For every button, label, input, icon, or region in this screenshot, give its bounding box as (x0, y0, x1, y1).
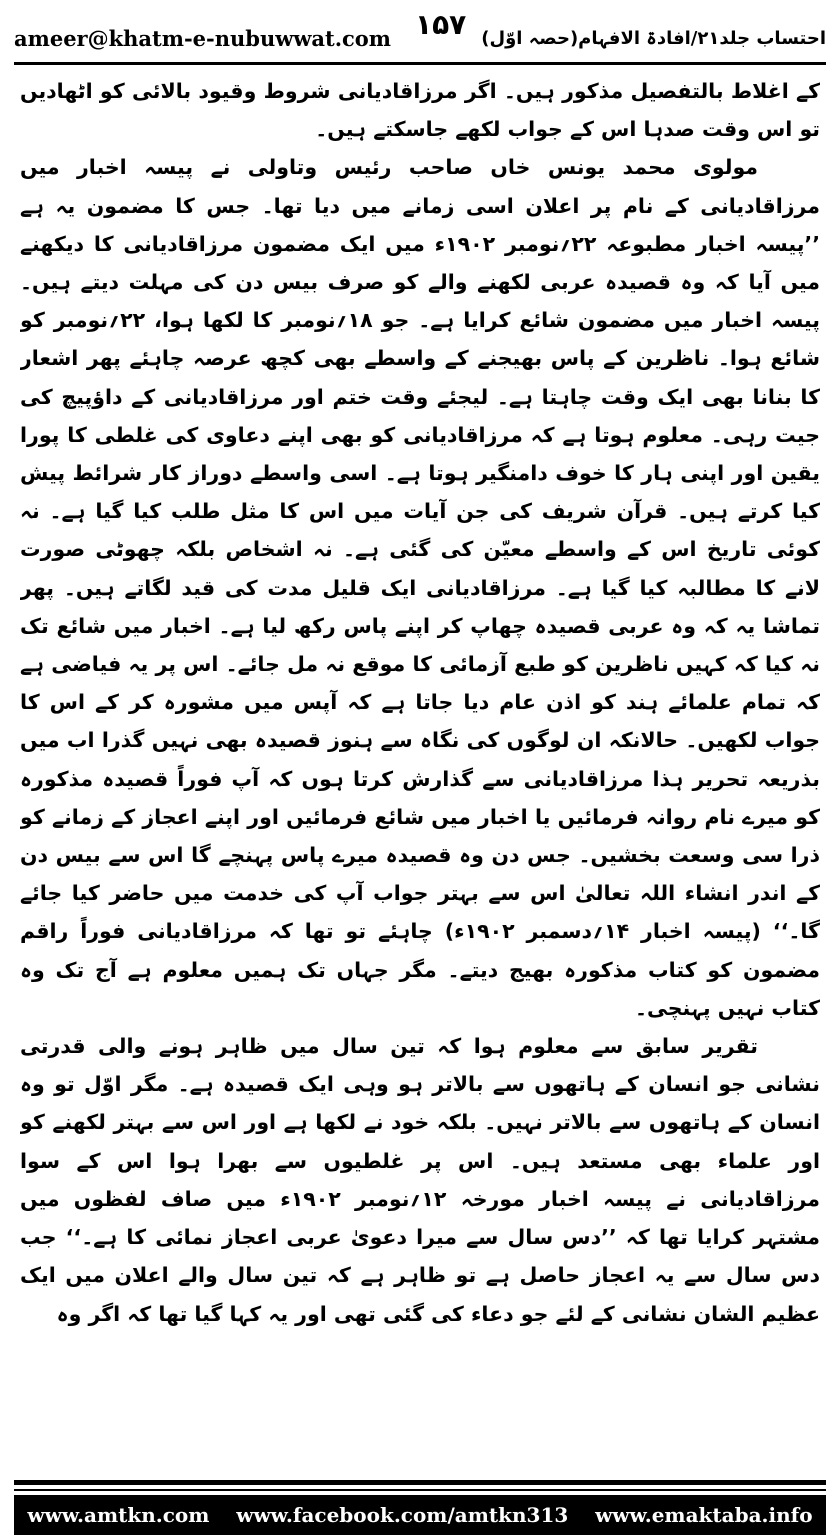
footer-link-amtkn[interactable]: www.amtkn.com (27, 1503, 210, 1527)
header-rule (14, 62, 826, 65)
page-footer (14, 1495, 826, 1535)
header-email: ameer@khatm-e-nubuwwat.com (14, 25, 392, 51)
footer-link-facebook[interactable]: www.facebook.com/amtkn313 (236, 1503, 569, 1527)
page-number: ۱۵۷ (415, 8, 467, 41)
paragraph-3: تقریر سابق سے معلوم ہوا کہ تین سال میں ظاہر ہونے والی قدرتی نشانی جو انسان کے ہاتھوں سے بالاتر ہو وہی ایک قصیدہ ہے۔ مگر اوّل تو وہ انسان کے ہاتھوں سے بالاتر نہیں۔ بلکہ خود نے لکھا ہے اور اس سے بہتر لکھنے کو اور علماء بھی مستعد ہیں۔ اس پر غلطیوں سے بھرا ہوا اس کے سوا مرزاقادیانی نے پیسہ اخبار مورخہ ۱۲؍نومبر ۱۹۰۲ء میں صاف لفظوں میں مشتہر کرایا تھا کہ ’’دس سال سے میرا دعویٰ عربی اعجاز نمائی کا ہے۔‘‘ جب دس سال سے یہ اعجاز حاصل ہے تو ظاہر ہے کہ تین سال والے اعلان میں ایک عظیم الشان نشانی کے لئے جو دعاء کی گئی تھی اور یہ کہا گیا تھا کہ اگر وہ (20, 1034, 820, 1326)
footer-link-emaktaba[interactable]: www.emaktaba.info (595, 1503, 813, 1527)
paragraph-2: مولوی محمد یونس خاں صاحب رئیس وتاولی نے پیسہ اخبار میں مرزاقادیانی کے نام پر اعلان اسی زمانے میں دیا تھا۔ جس کا مضمون یہ ہے ’’پیسہ اخبار مطبوعہ ۲۲؍نومبر ۱۹۰۲ء میں ایک مضمون مرزاقادیانی کا دیکھنے میں آیا کہ وہ قصیدہ عربی لکھنے والے کو صرف بیس دن کی مہلت دیتے ہیں۔ پیسہ اخبار میں مضمون شائع کرایا ہے۔ جو ۱۸؍نومبر کا لکھا ہوا، ۲۲؍نومبر کو شائع ہوا۔ ناظرین کے پاس بھیجنے کے واسطے بھی کچھ عرصہ چاہئے پھر اشعار کا بنانا بھی ایک وقت چاہتا ہے۔ لیجئے وقت ختم اور مرزاقادیانی کے داؤپیچ کی جیت رہی۔ معلوم ہوتا ہے کہ مرزاقادیانی کو بھی اپنے دعاوی کی غلطی کا پورا یقین اور اپنی ہار کا خوف دامنگیر ہوتا ہے۔ اسی واسطے دوراز کار شرائط پیش کیا کرتے ہیں۔ قرآن شریف کی جن آیات میں اس کا مثل طلب کیا گیا ہے۔ نہ کوئی تاریخ اس کے واسطے معیّن کی گئی ہے۔ نہ اشخاص بلکہ چھوٹی صورت لانے کا مطالبہ کیا گیا ہے۔ مرزاقادیانی ایک قلیل مدت کی قید لگاتے ہیں۔ پھر تماشا یہ کہ وہ عربی قصیدہ چھاپ کر اپنے پاس رکھ لیا ہے۔ اخبار میں شائع تک نہ کیا کہ کہیں ناظرین کو طبع آزمائی کا موقع نہ مل جائے۔ اس پر یہ فیاضی ہے کہ تمام علمائے ہند کو اذن عام دیا جاتا ہے کہ آپس میں مشورہ کر کے اس کا جواب لکھیں۔ حالانکہ ان لوگوں کی نگاہ سے ہنوز قصیدہ بھی نہیں گذرا اب میں بذریعہ تحریر ہذا مرزاقادیانی سے گذارش کرتا ہوں کہ آپ فوراً قصیدہ مذکورہ کو میرے نام روانہ فرمائیں یا اخبار میں شائع فرمائیں اور اپنے اعجاز کے زمانے کو ذرا سی وسعت بخشیں۔ جس دن وہ قصیدہ میرے پاس پہنچے گا اس سے بیس دن کے اندر انشاء اللہ تعالیٰ اس سے بہتر جواب آپ کی خدمت میں حاضر کیا جائے گا۔‘‘ (پیسہ اخبار ۱۴؍دسمبر ۱۹۰۲ء) چاہئے تو تھا کہ مرزاقادیانی فوراً راقم مضمون کو کتاب مذکورہ بھیج دیتے۔ مگر جہاں تک ہمیں معلوم ہے آج تک وہ کتاب نہیں پہنچی۔ (20, 155, 820, 1020)
page-body (20, 72, 820, 1444)
footer-rule-thin (14, 1489, 826, 1491)
running-title: احتساب جلد۲۱/افادۃ الافہام(حصہ اوّل) (481, 27, 826, 49)
footer-rule-thick (14, 1480, 826, 1485)
paragraph-1: کے اغلاط بالتفصیل مذکور ہیں۔ اگر مرزاقادیانی شروط وقیود بالائی کو اٹھادیں تو اس وقت صدہا اس کے جواب لکھے جاسکتے ہیں۔ (20, 79, 820, 142)
